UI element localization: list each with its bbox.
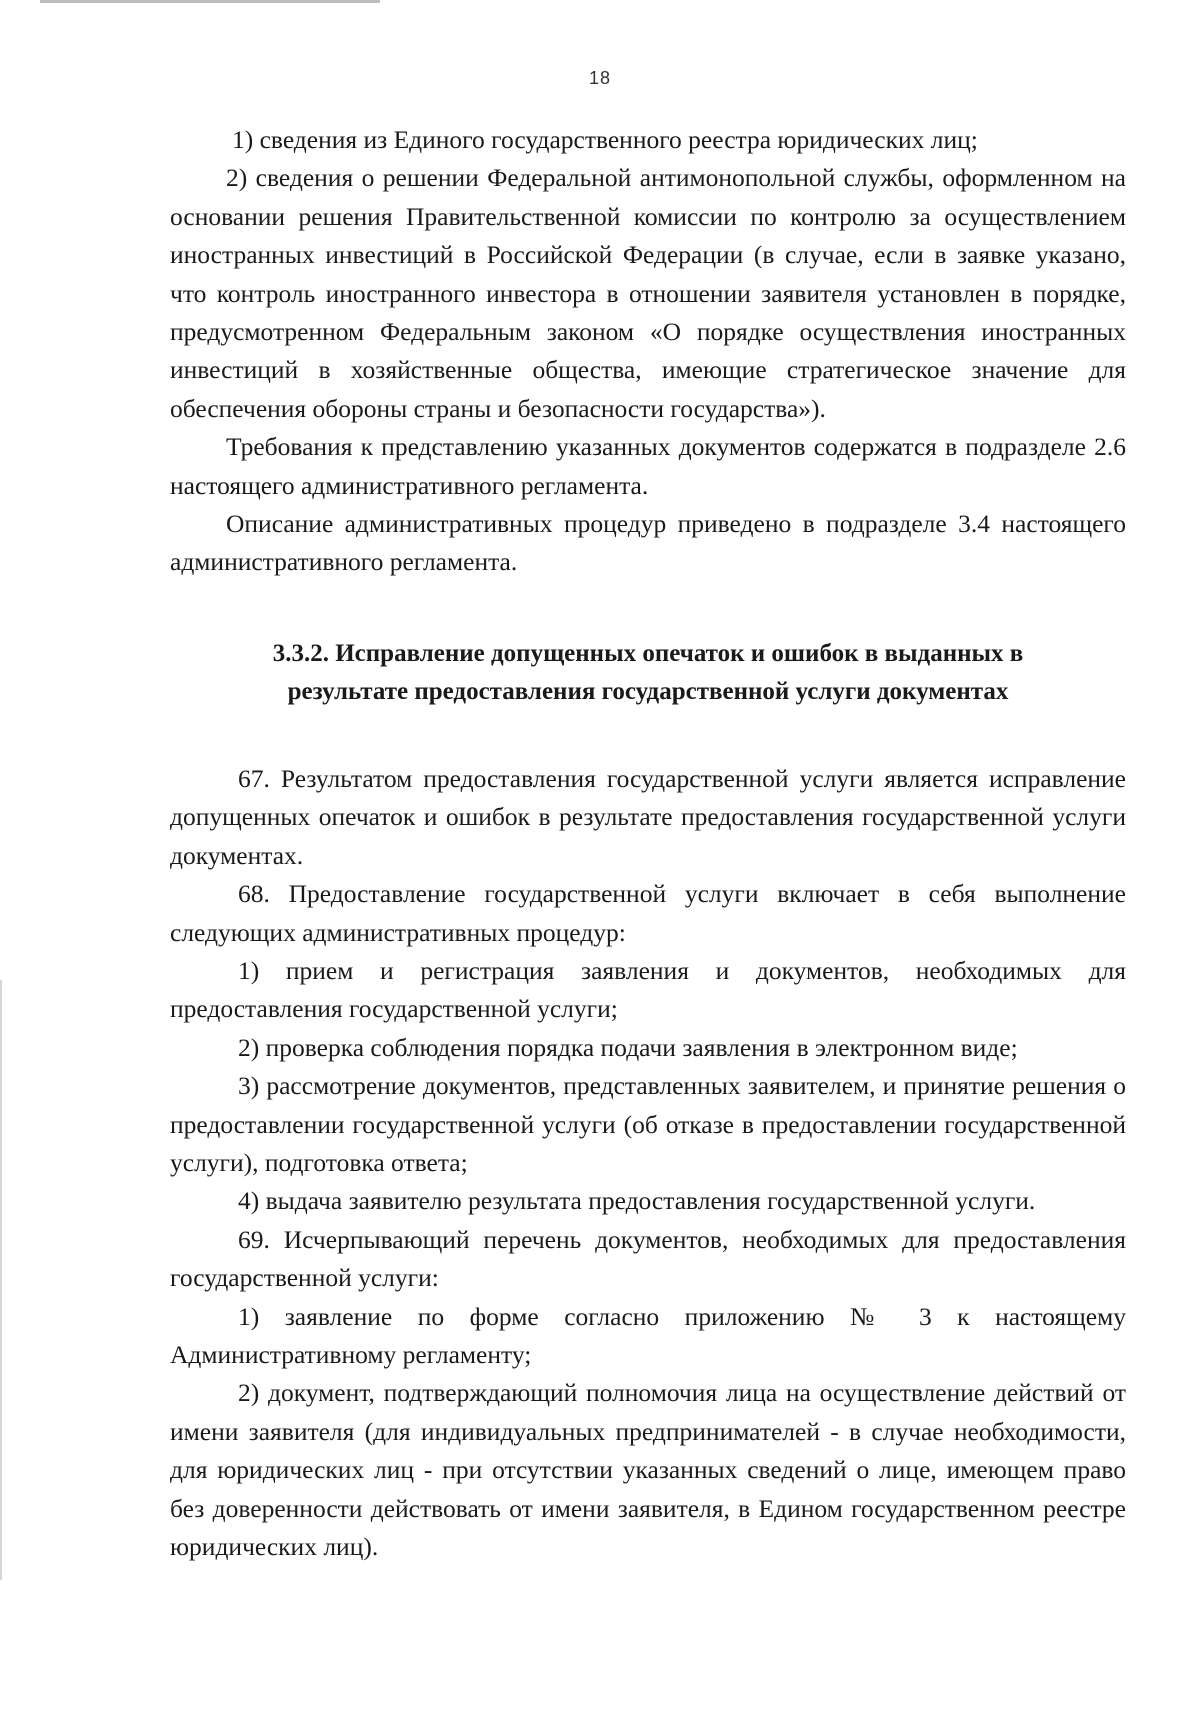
numbered-paragraph: 67. Результатом предоставления государственной услуги является исправление допущенных опечаток и ошибок в результате предоставления государственной услуги документах. bbox=[170, 763, 1126, 870]
paragraph: Требования к представлению указанных документов содержатся в подразделе 2.6 настоящего административного регламента. bbox=[170, 432, 1126, 500]
scan-edge-mark bbox=[40, 0, 380, 3]
list-item: 2) сведения о решении Федеральной антимонопольной службы, оформленном на основании решения Правительственной комиссии по контролю за осуществлением иностранных инвестиций в Российской Федерации (в случае, если в заявке указано, что контроль иностранного инвестора в отношении заявителя установлен в порядке, предусмотренном Федеральным законом «О порядке осуществления иностранных инвестиций в хозяйственные общества, имеющие стратегическое значение для обеспечения обороны страны и безопасности государства»). bbox=[170, 163, 1126, 423]
paragraph: Описание административных процедур приведено в подразделе 3.4 настоящего административного регламента. bbox=[170, 509, 1126, 577]
list-item: 1) прием и регистрация заявления и документов, необходимых для предоставления государственной услуги; bbox=[170, 955, 1126, 1024]
numbered-paragraph: 68. Предоставление государственной услуги включает в себя выполнение следующих административных процедур: bbox=[170, 879, 1126, 947]
section-heading-line: 3.3.2. Исправление допущенных опечаток и ошибок в выданных в bbox=[272, 639, 1024, 667]
section-heading-line: результате предоставления государственной услуги документах bbox=[287, 677, 1009, 705]
page-number: 18 bbox=[588, 68, 612, 88]
list-item: 1) заявление по форме согласно приложению № 3 к настоящему Административному регламенту; bbox=[170, 1301, 1126, 1369]
list-item: 3) рассмотрение документов, представленных заявителем, и принятие решения о предоставлении государственной услуги (об отказе в предоставлении государственной услуги), подготовка ответа; bbox=[170, 1071, 1126, 1177]
document-body bbox=[170, 121, 1126, 1566]
scan-edge-mark bbox=[0, 980, 2, 1580]
section-heading bbox=[170, 635, 1126, 711]
list-item: 1) сведения из Единого государственного реестра юридических лиц; bbox=[232, 125, 978, 154]
numbered-paragraph: 69. Исчерпывающий перечень документов, необходимых для предоставления государственной услуги: bbox=[170, 1224, 1126, 1293]
list-item: 2) документ, подтверждающий полномочия лица на осуществление действий от имени заявителя (для индивидуальных предпринимателей - в случае необходимости, для юридических лиц - при отсутствии указанных сведений о лице, имеющем право без доверенности действовать от имени заявителя, в Едином государственном реестре юридических лиц). bbox=[170, 1378, 1126, 1561]
list-item: 2) проверка соблюдения порядка подачи заявления в электронном виде; bbox=[238, 1032, 1018, 1062]
list-item: 4) выдача заявителю результата предоставления государственной услуги. bbox=[238, 1186, 1036, 1216]
